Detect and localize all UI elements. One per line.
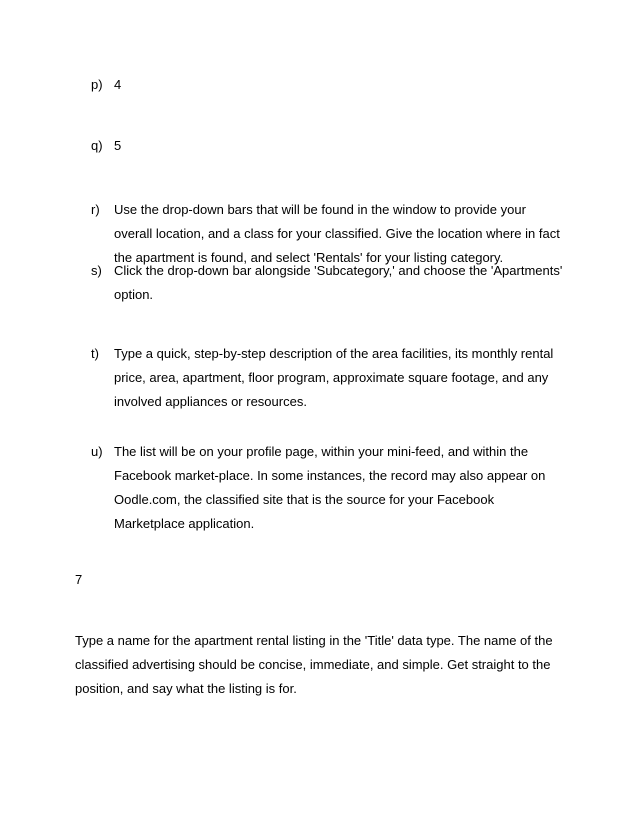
list-marker: q) <box>91 138 103 153</box>
list-item-text: 5 <box>114 138 122 153</box>
list-item-text: Type a quick, step-by-step description of the area facilities, its monthly rental price, area, apartment, floor program, approximate square footage, and any involved appliances or resources. <box>114 346 554 409</box>
list-item-text: Use the drop-down bars that will be found in the window to provide your overall location, and a class for your classified. Give the location where in fact the apartment is found, and select 'Rentals' for your listing category. <box>114 202 560 265</box>
list-item-q <box>91 134 571 158</box>
body-paragraph: Type a name for the apartment rental listing in the 'Title' data type. The name of the classified advertising should be concise, immediate, and simple. Get straight to the position, and say what the listing is for. <box>75 633 553 696</box>
list-item-s <box>91 259 571 307</box>
list-marker: r) <box>91 202 100 217</box>
list-item-p <box>91 73 571 97</box>
list-marker: p) <box>91 77 103 92</box>
list-item-t <box>91 342 571 414</box>
list-marker: u) <box>91 444 103 459</box>
list-item-u <box>91 440 571 536</box>
list-item-text: 4 <box>114 77 122 92</box>
list-item-text: The list will be on your profile page, within your mini-feed, and within the Facebook market-place. In some instances, the record may also appear on Oodle.com, the classified site that is the source for your Facebook Marketplace application. <box>114 444 546 531</box>
list-marker: t) <box>91 346 99 361</box>
section-number: 7 <box>75 572 83 587</box>
list-item-text: Click the drop-down bar alongside 'Subcategory,' and choose the 'Apartments' option. <box>114 263 563 302</box>
list-marker: s) <box>91 263 102 278</box>
